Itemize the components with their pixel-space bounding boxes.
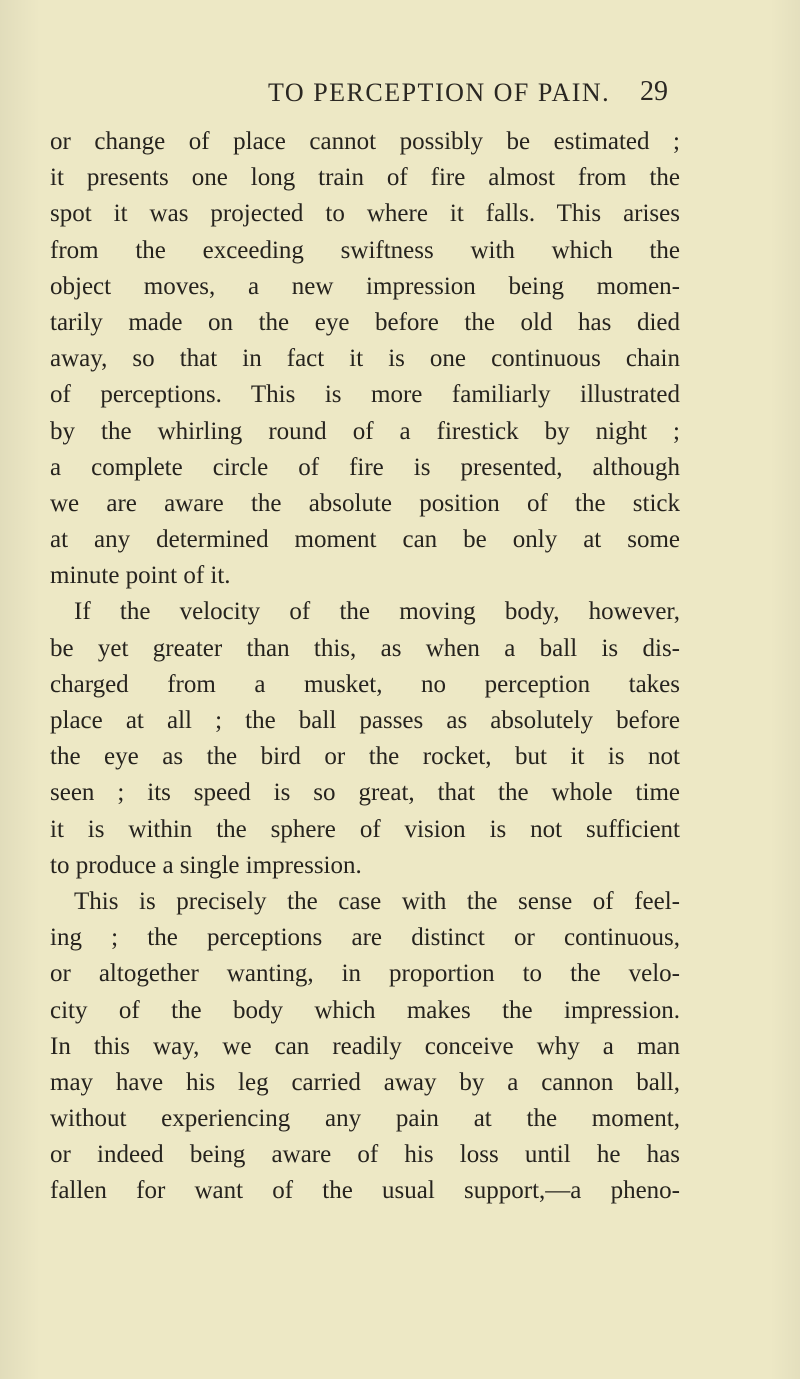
text-line: we are aware the absolute position of the stick: [50, 489, 680, 517]
text-line: of perceptions. This is more familiarly illustrated: [50, 381, 680, 409]
text-line: be yet greater than this, as when a ball is dis-: [50, 634, 680, 662]
text-line: it presents one long train of fire almost from the: [50, 164, 680, 192]
text-line: If the velocity of the moving body, however,: [74, 598, 680, 626]
text-line: or change of place cannot possibly be estimated ;: [50, 128, 680, 155]
text-line: at any determined moment can be only at some: [50, 526, 680, 554]
text-line: or altogether wanting, in proportion to the velo-: [50, 960, 680, 988]
text-line: ing ; the perceptions are distinct or continuous,: [50, 924, 680, 952]
text-line: tarily made on the eye before the old has died: [50, 308, 680, 336]
text-line: it is within the sphere of vision is not sufficient: [50, 815, 680, 843]
text-line: place at all ; the ball passes as absolutely before: [50, 707, 680, 734]
text-line: from the exceeding swiftness with which the: [50, 236, 680, 264]
text-line: spot it was projected to where it falls. This arises: [50, 200, 680, 228]
text-line: may have his leg carried away by a cannon ball,: [50, 1068, 680, 1096]
text-line: to produce a single impression.: [50, 851, 362, 879]
body-text: [50, 124, 680, 1210]
page-number: 29: [640, 76, 668, 107]
text-line: charged from a musket, no perception takes: [50, 670, 680, 698]
text-line: the eye as the bird or the rocket, but it is not: [50, 743, 680, 771]
text-line: seen ; its speed is so great, that the whole time: [50, 779, 680, 807]
text-line: away, so that in fact it is one continuous chain: [50, 345, 680, 373]
text-line: by the whirling round of a firestick by night ;: [50, 417, 680, 445]
running-head: TO PERCEPTION OF PAIN.: [268, 78, 611, 107]
text-line: minute point of it.: [50, 562, 231, 590]
text-line: or indeed being aware of his loss until he has: [50, 1141, 680, 1169]
text-line: In this way, we can readily conceive why a man: [50, 1032, 680, 1060]
text-line: object moves, a new impression being momen-: [50, 272, 680, 300]
text-line: city of the body which makes the impression.: [50, 996, 680, 1024]
text-line: This is precisely the case with the sense of feel-: [74, 887, 680, 915]
text-line: fallen for want of the usual support,—a pheno-: [50, 1177, 680, 1205]
text-line: a complete circle of fire is presented, although: [50, 453, 680, 481]
text-line: without experiencing any pain at the moment,: [50, 1105, 680, 1133]
page-header: [0, 78, 800, 118]
